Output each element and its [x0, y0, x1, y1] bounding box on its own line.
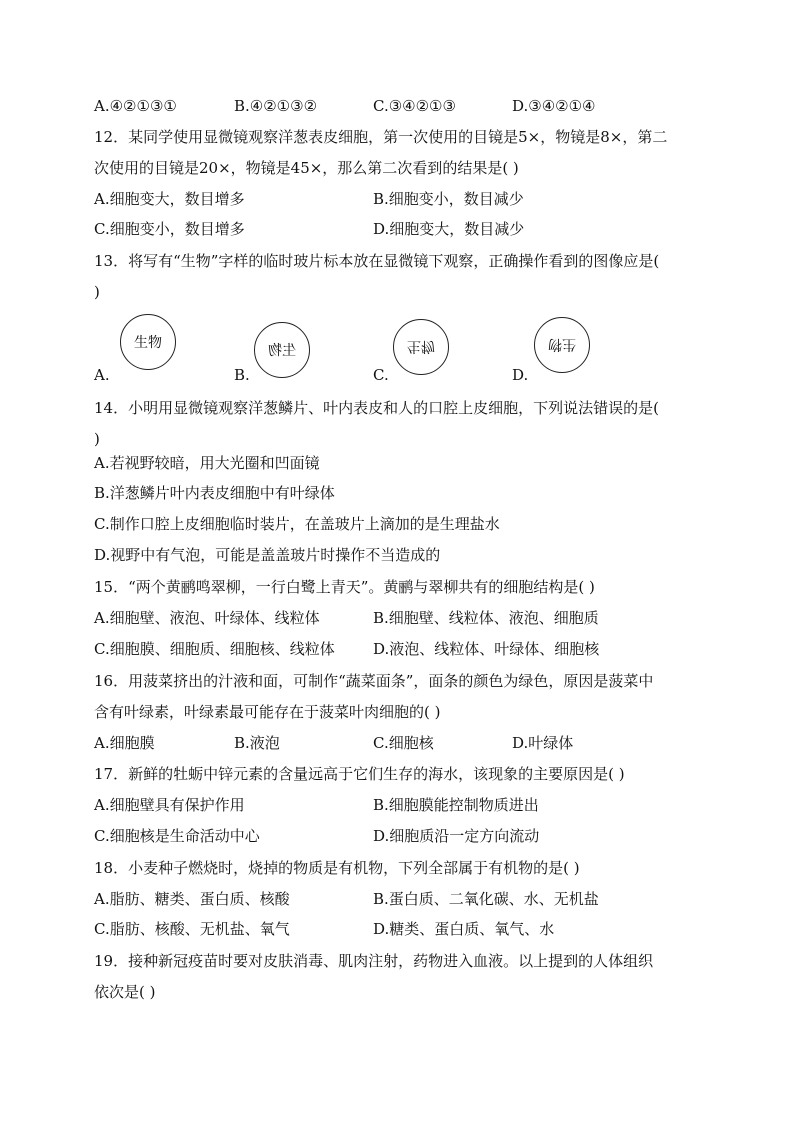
- q13-image-b-text: 生物: [268, 343, 296, 359]
- q15-option-a: A.细胞壁、液泡、叶绿体、线粒体: [94, 609, 320, 627]
- q19-stem-line1: 19．接种新冠疫苗时要对皮肤消毒、肌肉注射，药物进入血液。以上提到的人体组织: [94, 952, 654, 970]
- q16-option-b: B.液泡: [234, 734, 280, 752]
- q16-stem-line1: 16．用菠菜挤出的汁液和面，可制作“蔬菜面条”，面条的颜色为绿色，原因是菠菜中: [94, 672, 654, 690]
- q13-image-a: [120, 314, 176, 370]
- q14-option-c: C.制作口腔上皮细胞临时装片，在盖玻片上滴加的是生理盐水: [94, 515, 500, 533]
- q18-stem-line1: 18．小麦种子燃烧时，烧掉的物质是有机物，下列全部属于有机物的是( ): [94, 859, 580, 877]
- q13-option-c-label: C.: [373, 366, 389, 384]
- q13-image-a-text: 生物: [134, 335, 162, 351]
- q12-option-a: A.细胞变大，数目增多: [94, 190, 245, 208]
- q16-option-c: C.细胞核: [373, 734, 434, 752]
- q13-image-d: [534, 317, 590, 373]
- q14-stem-line1: 14．小明用显微镜观察洋葱鳞片、叶内表皮和人的口腔上皮细胞，下列说法错误的是(: [94, 399, 659, 417]
- q15-option-b: B.细胞壁、线粒体、液泡、细胞质: [373, 609, 599, 627]
- q19-stem-line2: 依次是( ): [94, 983, 156, 1001]
- q13-stem-line1: 13．将写有“生物”字样的临时玻片标本放在显微镜下观察，正确操作看到的图像应是(: [94, 252, 660, 270]
- q17-option-d: D.细胞质沿一定方向流动: [373, 827, 540, 845]
- q18-option-a: A.脂肪、糖类、蛋白质、核酸: [94, 890, 290, 908]
- q12-stem-line1: 12．某同学使用显微镜观察洋葱表皮细胞，第一次使用的目镜是5×，物镜是8×，第二: [94, 128, 668, 146]
- q17-option-a: A.细胞壁具有保护作用: [94, 796, 245, 814]
- q12-option-b: B.细胞变小，数目减少: [373, 190, 524, 208]
- q12-option-c: C.细胞变小，数目增多: [94, 220, 245, 238]
- q18-option-b: B.蛋白质、二氧化碳、水、无机盐: [373, 890, 599, 908]
- q15-option-c: C.细胞膜、细胞质、细胞核、线粒体: [94, 640, 335, 658]
- q13-image-c-text: 生物: [407, 338, 435, 354]
- q18-option-d: D.糖类、蛋白质、氧气、水: [373, 920, 555, 938]
- q13-image-d-text: 生物: [548, 336, 576, 352]
- q13-option-a-label: A.: [94, 366, 110, 384]
- q13-option-d-label: D.: [512, 366, 529, 384]
- q11-option-a: A.④②①③①: [94, 97, 177, 115]
- q11-option-b: B.④②①③②: [234, 97, 318, 115]
- q16-stem-line2: 含有叶绿素，叶绿素最可能存在于菠菜叶肉细胞的( ): [94, 703, 441, 721]
- q15-stem-line1: 15．“两个黄鹂鸣翠柳，一行白鹭上青天”。黄鹂与翠柳共有的细胞结构是( ): [94, 578, 595, 596]
- q14-option-b: B.洋葱鳞片叶内表皮细胞中有叶绿体: [94, 484, 335, 502]
- q11-option-d: D.③④②①④: [512, 97, 596, 115]
- q16-option-a: A.细胞膜: [94, 734, 155, 752]
- q11-option-c: C.③④②①③: [373, 97, 456, 115]
- q15-option-d: D.液泡、线粒体、叶绿体、细胞核: [373, 640, 600, 658]
- q14-stem-line2: ): [94, 430, 100, 448]
- q12-option-d: D.细胞变大，数目减少: [373, 220, 525, 238]
- q13-image-c: [393, 319, 449, 375]
- q14-option-d: D.视野中有气泡，可能是盖盖玻片时操作不当造成的: [94, 546, 441, 564]
- q16-option-d: D.叶绿体: [512, 734, 574, 752]
- q12-stem-line2: 次使用的目镜是20×，物镜是45×，那么第二次看到的结果是( ): [94, 159, 519, 177]
- q17-stem-line1: 17．新鲜的牡蛎中锌元素的含量远高于它们生存的海水，该现象的主要原因是( ): [94, 765, 625, 783]
- q13-image-b: [254, 322, 310, 378]
- q17-option-c: C.细胞核是生命活动中心: [94, 827, 260, 845]
- q17-option-b: B.细胞膜能控制物质进出: [373, 796, 539, 814]
- q18-option-c: C.脂肪、核酸、无机盐、氧气: [94, 920, 290, 938]
- q13-option-b-label: B.: [234, 366, 250, 384]
- q14-option-a: A.若视野较暗，用大光圈和凹面镜: [94, 454, 320, 472]
- q13-stem-line2: ): [94, 283, 100, 301]
